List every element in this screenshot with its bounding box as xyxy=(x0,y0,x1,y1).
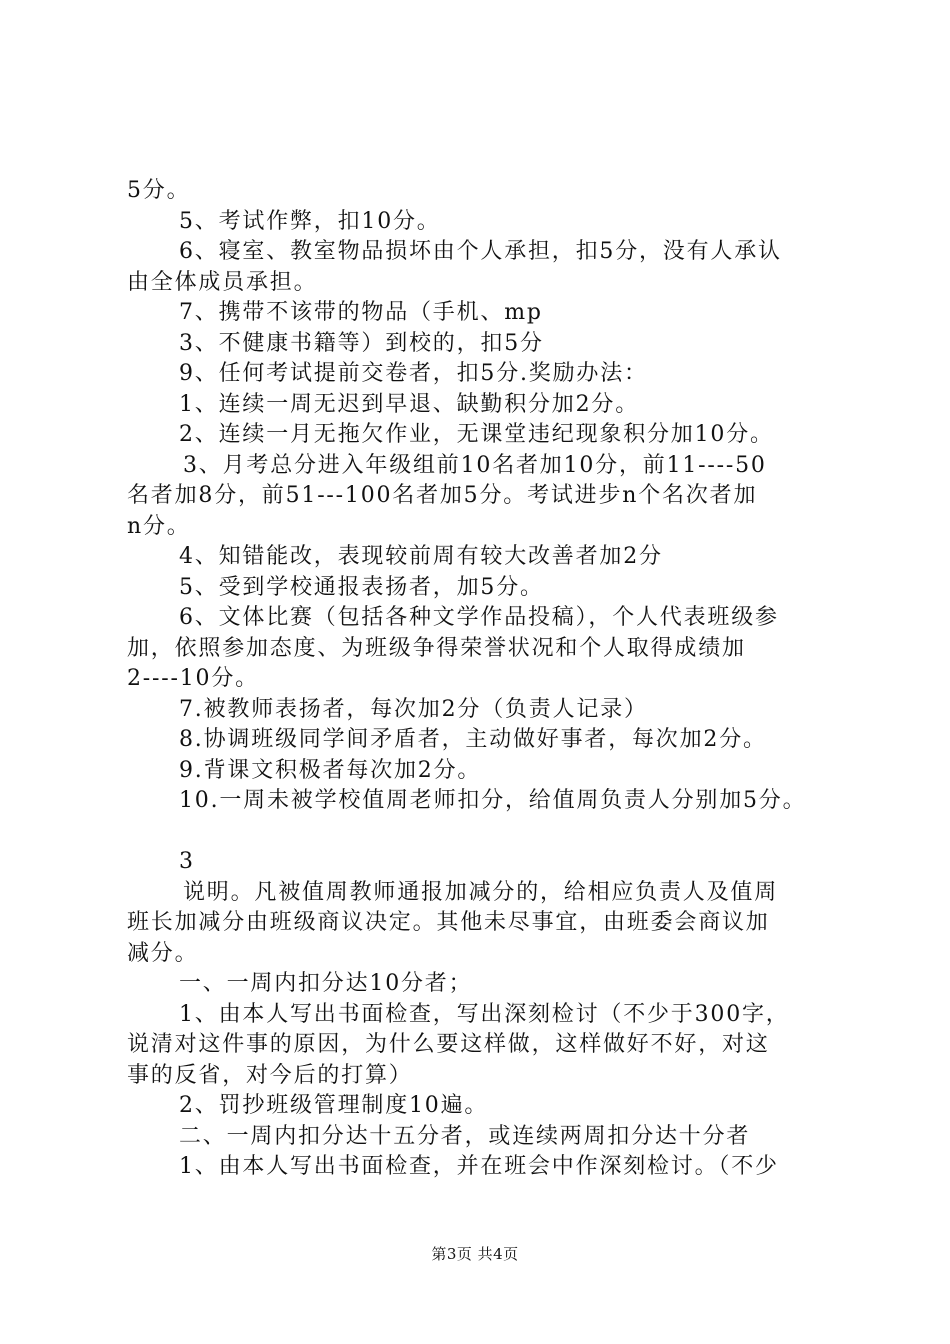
text-line: 由全体成员承担。 xyxy=(127,269,318,295)
text-line: 减分。 xyxy=(127,940,199,966)
text-line: 9、任何考试提前交卷者，扣5分.奖励办法： xyxy=(179,361,648,386)
text-line: 6、文体比赛（包括各种文学作品投稿），个人代表班级参 xyxy=(179,605,779,630)
text-line: 一、一周内扣分达10分者； xyxy=(179,971,473,996)
text-line: 3 xyxy=(179,849,195,874)
text-line: 1、连续一周无迟到早退、缺勤积分加2分。 xyxy=(179,391,639,417)
text-line: 9.背课文积极者每次加2分。 xyxy=(179,757,482,783)
text-line: 事的反省，对今后的打算） xyxy=(127,1062,413,1088)
text-line: 说清对这件事的原因，为什么要这样做，这样做好不好，对这 xyxy=(127,1032,770,1057)
blank-line xyxy=(127,817,839,848)
text-line: 1、由本人写出书面检查，并在班会中作深刻检讨。（不少 xyxy=(179,1154,779,1179)
text-line: 3、月考总分进入年级组前10名者加10分，前11----50 xyxy=(183,452,767,478)
text-line: 2、连续一月无拖欠作业，无课堂违纪现象积分加10分。 xyxy=(179,422,774,447)
text-line: 班长加减分由班级商议决定。其他未尽事宜，由班委会商议加 xyxy=(127,910,770,935)
text-line: 5、考试作弊，扣10分。 xyxy=(179,208,441,234)
text-line: 8.协调班级同学间矛盾者，主动做好事者，每次加2分。 xyxy=(179,727,767,752)
text-line: 名者加8分，前51---100名者加5分。考试进步n个名次者加 xyxy=(127,483,758,508)
text-line: n分。 xyxy=(127,513,191,539)
text-line: 6、寝室、教室物品损坏由个人承担，扣5分，没有人承认 xyxy=(179,239,782,264)
text-line: 3、不健康书籍等）到校的，扣5分 xyxy=(179,330,544,356)
text-line: 2----10分。 xyxy=(127,666,259,691)
document-body xyxy=(127,176,839,1183)
text-line: 10.一周未被学校值周老师扣分，给值周负责人分别加5分。 xyxy=(179,788,807,813)
text-line: 二、一周内扣分达十五分者，或连续两周扣分达十分者 xyxy=(179,1123,751,1149)
text-line: 说明。凡被值周教师通报加减分的，给相应负责人及值周 xyxy=(183,879,779,905)
text-line: 7.被教师表扬者，每次加2分（负责人记录） xyxy=(179,696,648,722)
text-line: 5、受到学校通报表扬者，加5分。 xyxy=(179,574,544,600)
text-line: 7、携带不该带的物品（手机、mp xyxy=(179,300,543,325)
page-footer: 第3页 共4页 xyxy=(431,1245,519,1263)
text-line: 加，依照参加态度、为班级争得荣誉状况和个人取得成绩加 xyxy=(127,635,746,661)
text-line: 5分。 xyxy=(127,178,191,203)
text-line: 1、由本人写出书面检查，写出深刻检讨（不少于300字， xyxy=(179,1001,790,1027)
text-line: 4、知错能改，表现较前周有较大改善者加2分 xyxy=(179,544,663,569)
text-line: 2、罚抄班级管理制度10遍。 xyxy=(179,1093,489,1118)
